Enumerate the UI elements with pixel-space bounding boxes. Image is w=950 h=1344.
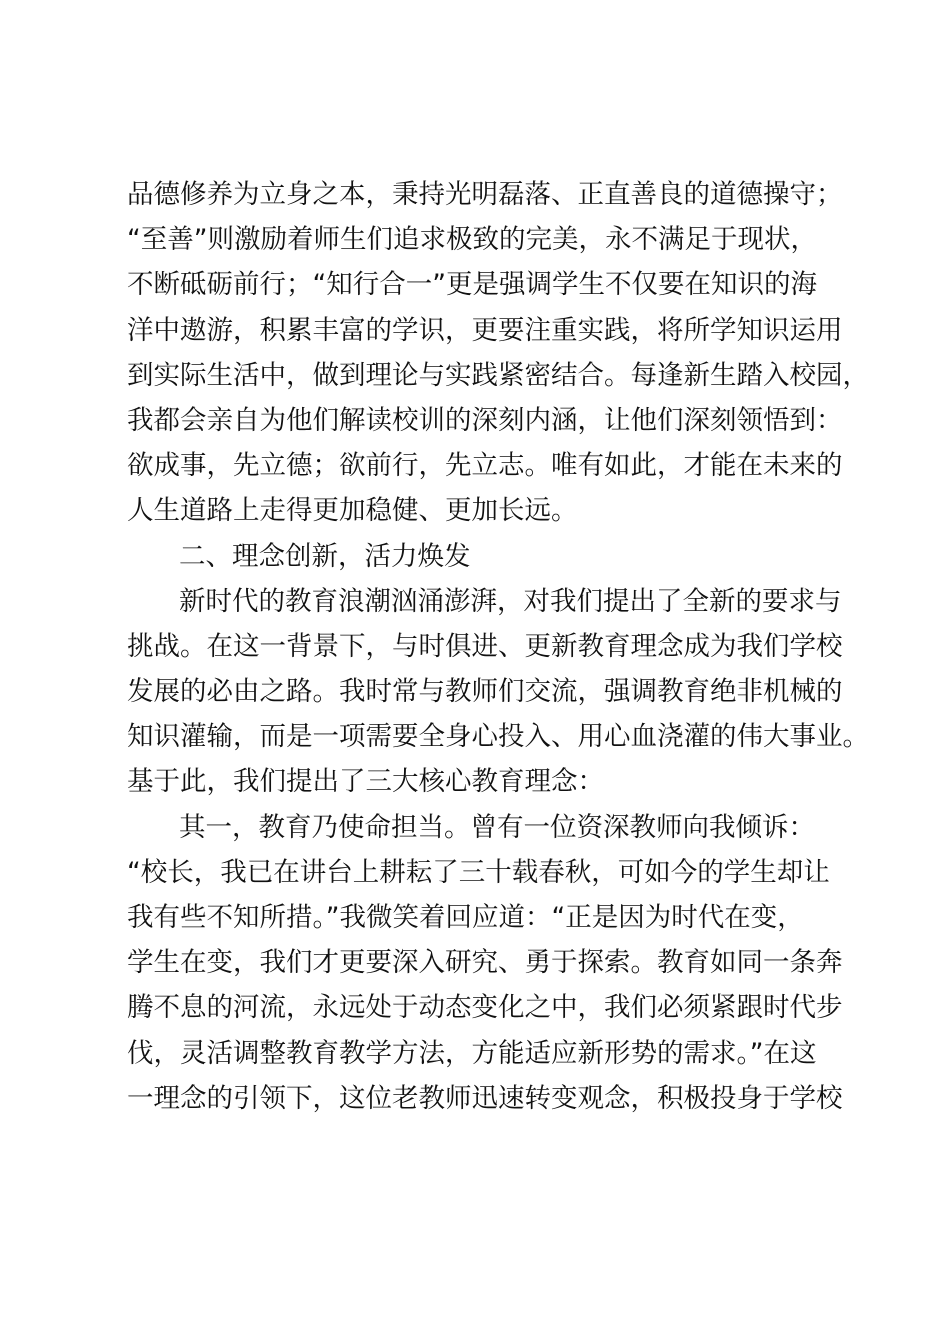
text-line: 欲成事，先立德；欲前行，先立志。唯有如此，才能在未来的	[127, 450, 843, 482]
text-line: 知识灌输，而是一项需要全身心投入、用心血浇灌的伟大事业。	[127, 721, 869, 753]
body-text	[127, 172, 869, 1121]
text-line: 洋中遨游，积累丰富的学识，更要注重实践，将所学知识运用	[127, 314, 843, 346]
section-heading: 二、理念创新，活力焕发	[179, 540, 471, 572]
text-line: 学生在变，我们才更要深入研究、勇于探索。教育如同一条奔	[127, 947, 843, 979]
text-line: 新时代的教育浪潮汹涌澎湃，对我们提出了全新的要求与	[179, 585, 842, 617]
text-line: 基于此，我们提出了三大核心教育理念：	[127, 766, 604, 798]
text-line: “校长，我已在讲台上耕耘了三十载春秋，可如今的学生却让	[127, 856, 830, 888]
text-line: 其一，教育乃使命担当。曾有一位资深教师向我倾诉：	[179, 811, 815, 843]
text-line: 伐，灵活调整教育教学方法，方能适应新形势的需求。”在这	[127, 1037, 817, 1069]
text-line: 我都会亲自为他们解读校训的深刻内涵，让他们深刻领悟到：	[127, 404, 843, 436]
text-line: 挑战。在这一背景下，与时俱进、更新教育理念成为我们学校	[127, 630, 843, 662]
text-line: 品德修养为立身之本，秉持光明磊落、正直善良的道德操守；	[127, 179, 843, 210]
text-line: 不断砥砺前行；“知行合一”更是强调学生不仅要在知识的海	[127, 269, 817, 301]
text-line: 一理念的引领下，这位老教师迅速转变观念，积极投身于学校	[127, 1082, 843, 1114]
text-line: 到实际生活中，做到理论与实践紧密结合。每逢新生踏入校园，	[127, 359, 869, 391]
text-line: “至善”则激励着师生们追求极致的完美，永不满足于现状，	[127, 224, 817, 256]
text-line: 人生道路上走得更加稳健、更加长远。	[127, 495, 578, 527]
text-line: 我有些不知所措。”我微笑着回应道：“正是因为时代在变，	[127, 902, 804, 933]
text-line: 发展的必由之路。我时常与教师们交流，强调教育绝非机械的	[127, 676, 843, 708]
text-line: 腾不息的河流，永远处于动态变化之中，我们必须紧跟时代步	[127, 992, 843, 1024]
